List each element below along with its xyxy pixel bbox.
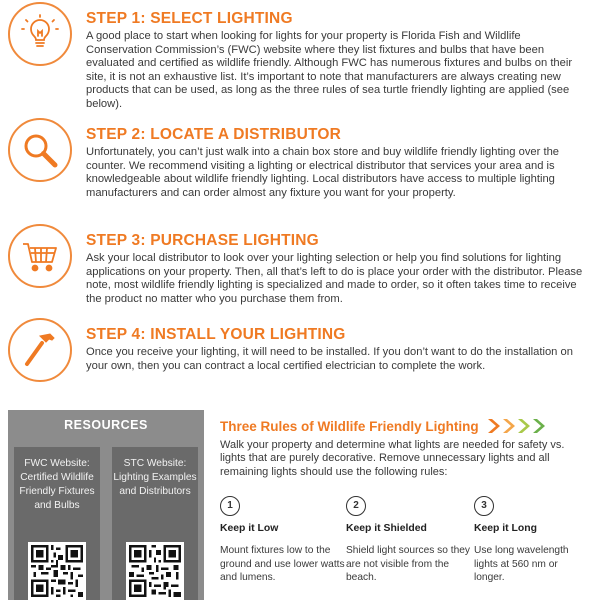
- step-1-title: STEP 1: SELECT LIGHTING: [86, 10, 293, 27]
- resource-card-label: FWC Website: Certified Wildlife Friendly Fixtures and Bulbs: [19, 458, 95, 511]
- lightbulb-icon: [8, 2, 72, 66]
- hammer-icon: [8, 318, 72, 382]
- step-4-body: Once you receive your lighting, it will need to be installed. If you don’t want to do the installation on your own, then you can contract a local certified electrician to complete the work.: [86, 346, 573, 372]
- step-3-body: Ask your local distributor to look over your lighting selection or help you find solutions for lighting applications on your property. Then, all that’s left to do is place your order with the distributor. Please note, most wildlife friendly lighting is specialized and made to order, so it often takes time to receive the product no matter who you purchase them from.: [86, 252, 583, 305]
- rule-body: Shield light sources so they are not visible from the beach.: [346, 545, 471, 584]
- step-2-body: Unfortunately, you can’t just walk into a chain box store and buy wildlife friendly lighting over the counter. We recommend visiting a lighting or electrical distributor that services your area and is knowledgeable about wildlife friendly lighting. Local distributors have access to multiple lighting manufacturers and can order almost any fixture you want for your property.: [86, 146, 560, 199]
- rules-title: Three Rules of Wildlife Friendly Lighting: [220, 419, 479, 434]
- chevrons-icon: [486, 418, 556, 434]
- rule-heading: Keep it Long: [474, 523, 537, 534]
- qr-code-icon[interactable]: [28, 542, 86, 600]
- rules-description: Walk your property and determine what lights are needed for safety vs. lights that are purely decorative. Remove unnecessary lights and all remaining lights should use the following rules:: [220, 439, 565, 478]
- resources-title: RESOURCES: [64, 418, 148, 432]
- rule-heading: Keep it Shielded: [346, 523, 427, 534]
- rule-body: Use long wavelength lights at 560 nm or longer.: [474, 545, 569, 584]
- step-2-title: STEP 2: LOCATE A DISTRIBUTOR: [86, 126, 342, 143]
- shopping-cart-icon: [8, 224, 72, 288]
- step-1-body: A good place to start when looking for lights for your property is Florida Fish and Wildlife Conservation Commission’s (FWC) website where they list fixtures and bulbs that have been evaluated and certified as wildlife friendly. Although FWC has numerous fixtures and bulbs on their site, it is not an exhaustive list. It’s important to note that manufacturers are always creating new products that can be used, as long as the three rules of sea turtle friendly lighting are applied (see below).: [86, 30, 573, 110]
- rule-heading: Keep it Low: [220, 523, 279, 534]
- rule-body: Mount fixtures low to the ground and use lower watts and lumens.: [220, 545, 345, 584]
- resource-card-stc[interactable]: [112, 447, 198, 600]
- resource-card-label: STC Website: Lighting Examples and Distributors: [113, 458, 197, 497]
- qr-code-icon[interactable]: [126, 542, 184, 600]
- rule-number: 1: [220, 496, 240, 516]
- resource-card-fwc[interactable]: [14, 447, 100, 600]
- step-4-title: STEP 4: INSTALL YOUR LIGHTING: [86, 326, 346, 343]
- rule-number: 3: [474, 496, 494, 516]
- step-3-title: STEP 3: PURCHASE LIGHTING: [86, 232, 319, 249]
- rule-number: 2: [346, 496, 366, 516]
- magnifier-icon: [8, 118, 72, 182]
- resources-panel: [8, 410, 204, 600]
